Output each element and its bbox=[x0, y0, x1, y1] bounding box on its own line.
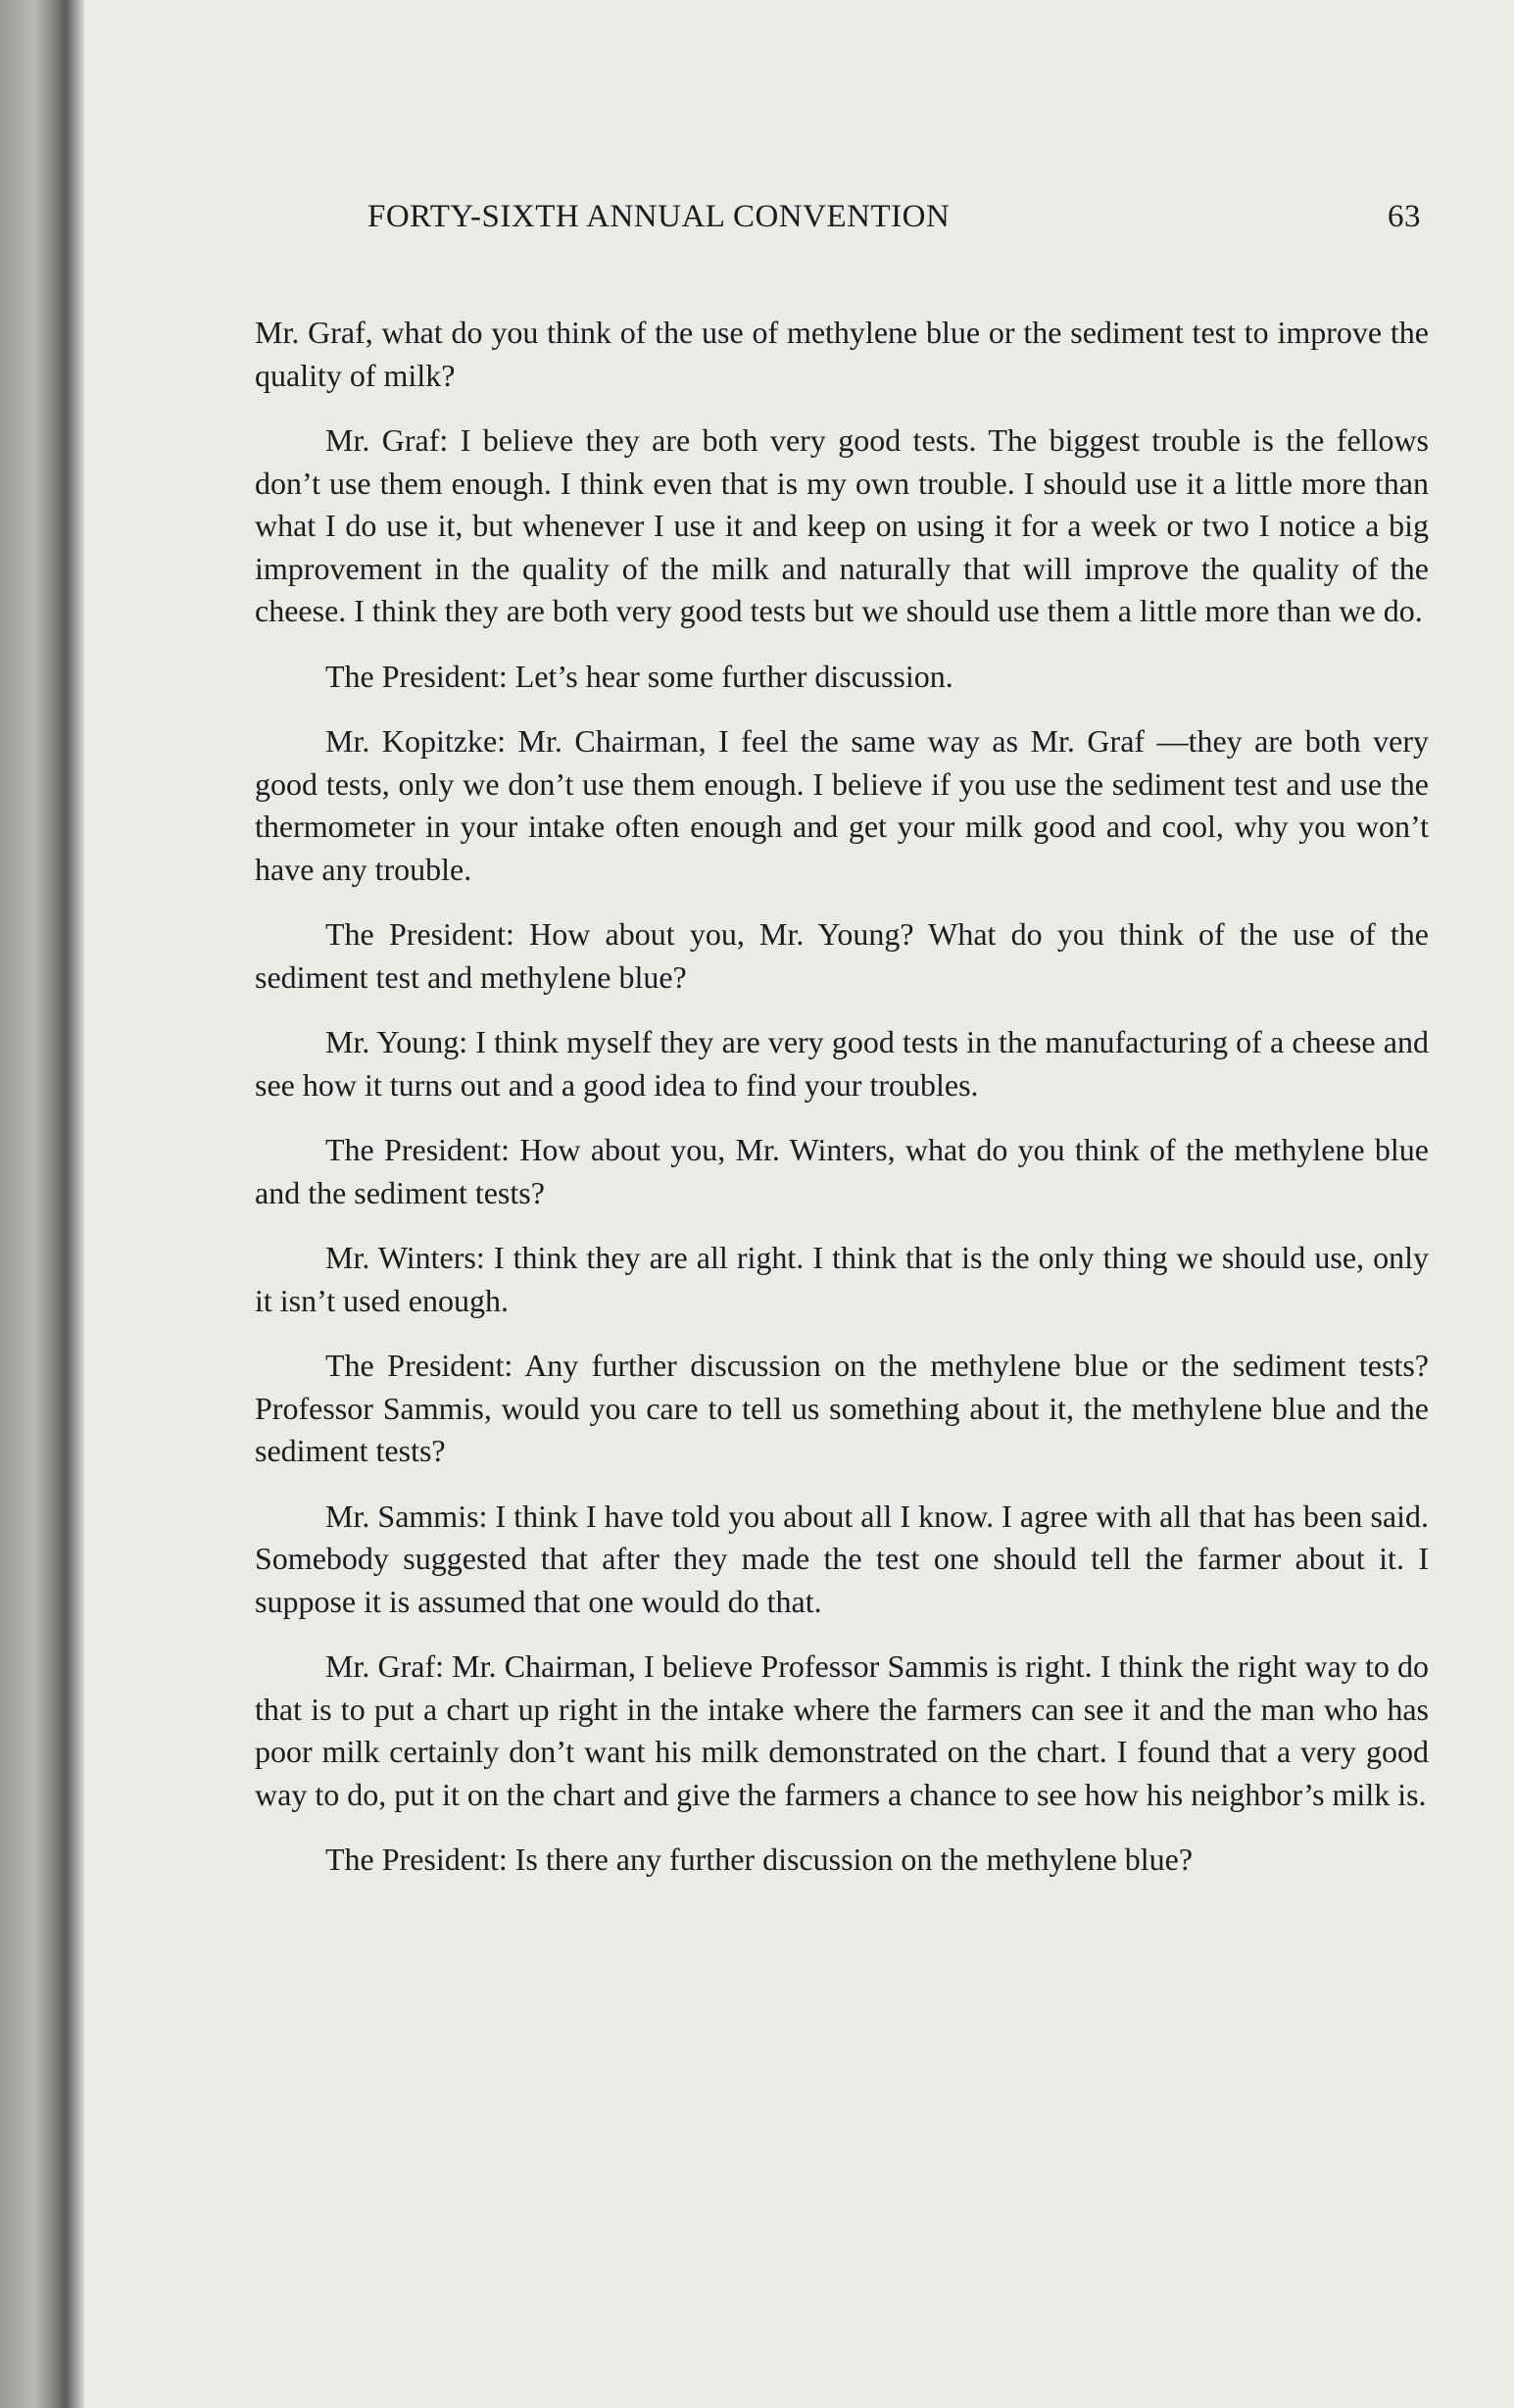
paragraph: The President: How about you, Mr. Young? What do you think of the use of the sediment test and methylene blue? bbox=[255, 916, 1429, 995]
paragraph: The President: Is there any further discussion on the methylene blue? bbox=[325, 1842, 1194, 1877]
paragraph: The President: How about you, Mr. Winters, what do you think of the methylene blue and the sediment tests? bbox=[255, 1132, 1429, 1210]
running-head-title: FORTY-SIXTH ANNUAL CONVENTION bbox=[367, 199, 951, 234]
body-text bbox=[255, 312, 1429, 1904]
paragraph: The President: Let’s hear some further discussion. bbox=[325, 658, 953, 694]
paragraph: Mr. Graf: I believe they are both very good tests. The biggest trouble is the fellows don’t use them enough. I think even that is my own trouble. I should use it a little more than what I do use it, but whenever I use it and keep on using it for a week or two I notice a big improvement in the quality of the milk and naturally that will improve the quality of the cheese. I think they are both very good tests but we should use them a little more than we do. bbox=[255, 422, 1429, 628]
running-header bbox=[367, 199, 1421, 248]
paragraph: Mr. Winters: I think they are all right. I think that is the only thing we should use, only it isn’t used enough. bbox=[255, 1240, 1429, 1318]
page-number: 63 bbox=[1388, 199, 1421, 234]
paragraph: Mr. Graf: Mr. Chairman, I believe Professor Sammis is right. I think the right way to do that is to put a chart up right in the intake where the farmers can see it and the man who has poor milk certainly don’t want his milk demonstrated on the chart. I found that a very good way to do, put it on the chart and give the farmers a chance to see how his neighbor’s milk is. bbox=[255, 1648, 1429, 1812]
paragraph: Mr. Graf, what do you think of the use of methylene blue or the sediment test to improve the quality of milk? bbox=[255, 315, 1429, 393]
paragraph: Mr. Young: I think myself they are very good tests in the manufacturing of a cheese and see how it turns out and a good idea to find your troubles. bbox=[255, 1024, 1429, 1103]
book-binding-edge bbox=[0, 0, 84, 2408]
paragraph: Mr. Sammis: I think I have told you about all I know. I agree with all that has been said. Somebody suggested that after they made the test one should tell the farmer about it. I suppose it is assumed that one would do that. bbox=[255, 1498, 1429, 1619]
paragraph: Mr. Kopitzke: Mr. Chairman, I feel the same way as Mr. Graf —they are both very good tests, only we don’t use them enough. I believe if you use the sediment test and use the thermometer in your intake often enough and get your milk good and cool, why you won’t have any trouble. bbox=[255, 723, 1429, 887]
paragraph: The President: Any further discussion on the methylene blue or the sediment tests? Professor Sammis, would you care to tell us something about it, the methylene blue and the sediment tests? bbox=[255, 1348, 1429, 1468]
